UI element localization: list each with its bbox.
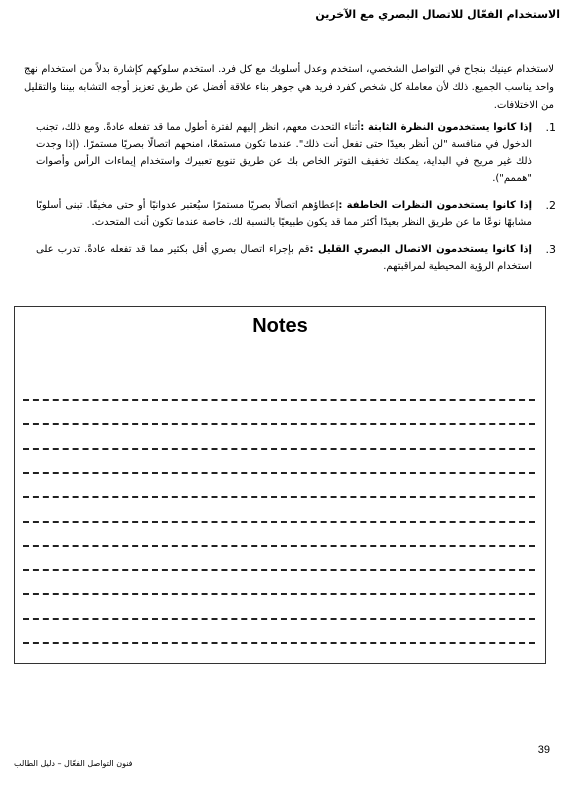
item-lead: إذا كانوا يستخدمون النظرات الخاطفة : [338,200,533,211]
note-line [23,472,535,474]
page-number: 39 [537,744,550,756]
footer-caption: فنون التواصل الفعّال – دليل الطالب [14,759,133,768]
item-lead: إذا كانوا يستخدمون الاتصال البصري القليل : [309,244,532,255]
item-number: 2. [545,199,556,212]
list-item [36,241,556,275]
note-line [23,569,535,571]
note-line [23,496,535,498]
notes-title: Notes [252,315,308,337]
item-number: 3. [545,243,556,256]
note-line [23,642,535,644]
intro-paragraph: لاستخدام عينيك بنجاح في التواصل الشخصي، استخدم وعدل أسلوبك مع كل فرد. استخدم سلوكهم كإشارة بدلاً من استخدام نهج واحد يناسب الجميع. ذلك لأن معاملة كل شخص كفرد فريد هي جوهر بناء علاقة أفضل عن طريق تعزيز أوجه التشابه بيننا والتقليل من الاختلافات. [24,64,554,111]
note-line [23,545,535,547]
note-line [23,593,535,595]
item-lead: إذا كانوا يستخدمون النظرة الثابتة : [360,122,532,133]
note-line [23,521,535,523]
item-text: قم بإجراء اتصال بصري أقل بكثير مما قد تفعله عادةً. تدرب على استخدام الرؤية المحيطية لمراقبتهم. [36,244,532,272]
list-item [36,119,556,187]
note-line [23,448,535,450]
item-number: 1. [545,121,556,134]
notes-box [14,306,546,664]
page-title: الاستخدام الفعّال للاتصال البصري مع الآخرين [315,8,560,21]
tips-list [36,119,556,285]
note-line [23,423,535,425]
item-text: إعطاؤهم اتصالًا بصريًا مستمرًا سيُعتبر عدوانيًا أو حتى مخيفًا. تبنى أسلوبًا مشابهًا نوعًا ما عن طريق النظر بعيدًا أكثر مما قد يكون طبيعيًا بالنسبة لك، خاصة عندما تكون أنت المتحدث. [36,200,532,228]
note-line [23,618,535,620]
list-item [36,197,556,231]
item-text: أثناء التحدث معهم، انظر إليهم لفترة أطول مما قد تفعله عادةً. ومع ذلك، تجنب الدخول في منافسة "لن أنظر بعيدًا حتى تفعل أنت ذلك". عندما تكون مستمعًا، امنحهم اتصالًا بصريًا مستمرًا. (إذا وجدت ذلك غير مريح في البداية، يمكنك تخفيف التوتر الخاص بك عن طريق تنويع تعبيرك واستخدام إيماءات الرأس وأصوات "هممم"). [36,122,532,184]
note-line [23,399,535,401]
